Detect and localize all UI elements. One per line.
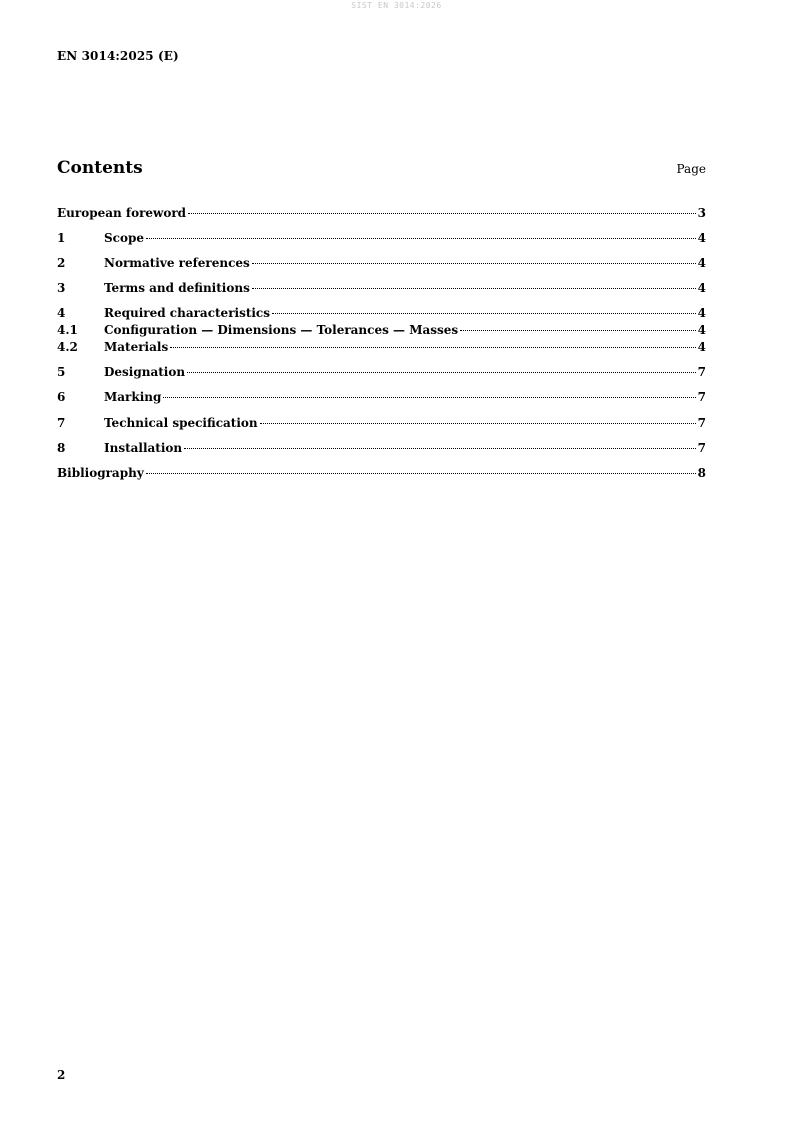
toc-leader-dots — [163, 386, 695, 401]
toc-entry-number: 5 — [57, 365, 66, 379]
toc-leader-dots — [188, 202, 696, 217]
toc-entry-european-foreword[interactable] — [57, 202, 706, 220]
toc-entry-page: 7 — [697, 365, 706, 379]
toc-leader-dots — [187, 361, 696, 376]
toc-entry-marking[interactable] — [57, 386, 706, 404]
toc-entry-page: 4 — [697, 340, 706, 354]
page-number: 2 — [57, 1068, 66, 1082]
toc-entry-number: 8 — [57, 441, 66, 455]
toc-entry-scope[interactable] — [57, 227, 706, 245]
toc-entry-number: 4 — [57, 306, 66, 320]
contents-header — [57, 158, 706, 182]
toc-entry-title: Materials — [104, 340, 169, 354]
toc-entry-title: Normative references — [104, 256, 250, 270]
toc-entry-page: 7 — [697, 416, 706, 430]
toc-entry-page: 3 — [697, 206, 706, 220]
toc-entry-page: 4 — [697, 323, 706, 337]
toc-entry-required-characteristics[interactable] — [57, 302, 706, 320]
toc-leader-dots — [272, 302, 696, 317]
watermark: SIST EN 3014:2026 — [351, 1, 442, 10]
toc-leader-dots — [252, 252, 696, 267]
toc-entry-number: 2 — [57, 256, 66, 270]
document-id: EN 3014:2025 (E) — [57, 49, 179, 63]
toc-entry-number: 4.1 — [57, 323, 78, 337]
toc-entry-designation[interactable] — [57, 361, 706, 379]
toc-entry-number: 3 — [57, 281, 66, 295]
toc-entry-page: 8 — [697, 466, 706, 480]
toc-entry-terms-and-definitions[interactable] — [57, 277, 706, 295]
toc-leader-dots — [146, 462, 696, 477]
toc-leader-dots — [460, 319, 695, 334]
toc-entry-number: 4.2 — [57, 340, 78, 354]
toc-entry-page: 7 — [697, 441, 706, 455]
toc-entry-title: Marking — [104, 390, 162, 404]
toc-entry-normative-references[interactable] — [57, 252, 706, 270]
toc-entry-number: 7 — [57, 416, 66, 430]
toc-entry-page: 4 — [697, 231, 706, 245]
toc-leader-dots — [170, 336, 695, 351]
toc-entry-page: 4 — [697, 306, 706, 320]
toc-entry-title: Designation — [104, 365, 186, 379]
toc-entry-title: European foreword — [57, 206, 187, 220]
contents-title: Contents — [57, 158, 143, 178]
toc-entry-title: Installation — [104, 441, 183, 455]
toc-entry-technical-specification[interactable] — [57, 412, 706, 430]
toc-leader-dots — [260, 412, 696, 427]
toc-entry-title: Required characteristics — [104, 306, 270, 320]
toc-entry-title: Configuration — Dimensions — Tolerances — Masses — [104, 323, 459, 337]
toc-entry-number: 1 — [57, 231, 66, 245]
toc-leader-dots — [146, 227, 696, 242]
toc-leader-dots — [252, 277, 696, 292]
toc-entry-materials[interactable] — [57, 336, 706, 354]
toc-entry-title: Terms and definitions — [104, 281, 250, 295]
toc-entry-title: Bibliography — [57, 466, 144, 480]
toc-entry-page: 4 — [697, 256, 706, 270]
toc-entry-page: 7 — [697, 390, 706, 404]
toc-entry-title: Technical specification — [104, 416, 258, 430]
toc-entry-page: 4 — [697, 281, 706, 295]
toc-entry-title: Scope — [104, 231, 145, 245]
toc-entry-configuration[interactable] — [57, 319, 706, 337]
page-column-label: Page — [676, 162, 706, 176]
toc-entry-bibliography[interactable] — [57, 462, 706, 480]
toc-entry-installation[interactable] — [57, 437, 706, 455]
toc-entry-number: 6 — [57, 390, 66, 404]
toc-leader-dots — [184, 437, 696, 452]
